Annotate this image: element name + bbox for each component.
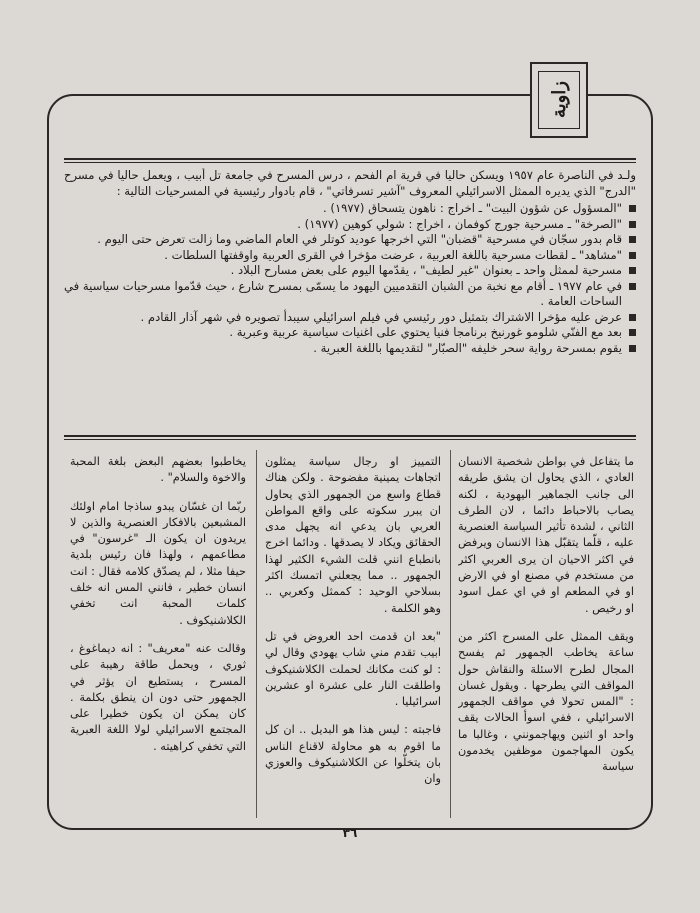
article-paragraph: ربّما ان غسّان يبدو ساذجا امام اولئك المشبعين بالافكار العنصرية والذين لا يريدون ان يكون الـ "غرسون" في مطاعمهم ، ولهذا فان رئيس بلدية حيفا مثلا ، لم يصدّق كلامه فقال : انت انسان خطير ، فانني المس انه خلف كلمات المحبة انت تخفي الكلاشنيكوف . <box>70 499 246 627</box>
article-paragraph: ويقف الممثل على المسرح اكثر من ساعة يخاطب الجمهور ثم يفسح المجال لطرح الاسئلة والنقاش حول المواقف التي يطرحها . ويقول غسان : "المس تحولا في مواقف الجمهور الاسرائيلي ، ففي اسوأ الحالات يقف واحد او اثنين ويهاجمونني ، وغالبا ما يكون المهاجمون موظفين يخدمون سياسة <box>458 629 634 774</box>
intro-bottom-rule-thin <box>64 439 636 440</box>
column-logo-text: زاوية <box>548 81 570 119</box>
bullet-icon <box>629 205 636 212</box>
article-paragraph: ما يتفاعل في بواطن شخصية الانسان العادي ، الذي يحاول ان يشق طريقه الى جانب الجماهير اليهودية ، لكنه يصاب بالاحباط دائما ، لان الطرف الثاني ، لشدة تأثير السياسة العنصرية عليه ، قلّما يتقبّل هذا الانسان ويرفض في اكثر الاحيان ان يرى العربي اكثر من مستخدم في مصنع او في الارض او في المطعم او في اي عمل اسود او رخيص . <box>458 455 634 615</box>
credit-item: قام بدور سجّان في مسرحية "قضبان" التي اخرجها عوديد كوتلر في العام الماضي وما زالت تعرض حتى اليوم . <box>64 232 636 248</box>
column-divider <box>450 450 451 818</box>
bullet-icon <box>629 252 636 259</box>
article-paragraph: التمييز او رجال سياسة يمثلون اتجاهات يمينية مفضوحة . ولكن هناك قطاع واسع من الجمهور الذي يحاول ان يبرر سكوته على واقع المواطن العربي بان يدعي انه يجهل مدى الحقائق ويكاد لا يصدقها . ودائما اخرج بانطباع انني قلت الشيء الكثير لهذا الجمهور .. مما يجعلني اتمسك اكثر بسلاحي الوحيد : كممثل وكعربي .. وهو الكلمة . <box>265 455 441 615</box>
article-paragraph: "بعد ان قدمت احد العروض في تل ابيب تقدم مني شاب يهودي وقال لي : لو كنت مكانك لحملت الكلاشنيكوف واطلقت النار على عشرة او عشرين اسرائيليا . <box>265 629 441 709</box>
intro-top-rule-thin <box>64 162 636 163</box>
article-column-right <box>458 454 634 814</box>
credits-list <box>64 201 636 356</box>
bullet-icon <box>629 236 636 243</box>
credit-item: "المسؤول عن شؤون البيت" ـ اخراج : ناهون يتسحاق (١٩٧٧) . <box>64 201 636 217</box>
column-logo-inner <box>538 71 580 129</box>
credit-item: يقوم بمسرحة رواية سحر خليفه "الصبّار" لتقديمها باللغة العبرية . <box>64 341 636 357</box>
bullet-icon <box>629 267 636 274</box>
column-logo <box>530 62 588 138</box>
intro-bottom-rule <box>64 435 636 437</box>
bullet-icon <box>629 345 636 352</box>
intro-top-rule <box>64 158 636 160</box>
column-divider <box>256 450 257 818</box>
page-number: ٣٦ <box>342 826 358 840</box>
credit-item: مسرحية لممثل واحد ـ بعنوان "غير لطيف" ، يقدّمها اليوم على بعض مسارح البلاد . <box>64 263 636 279</box>
article-paragraph: فاجبته : ليس هذا هو البديل .. ان كل ما اقوم به هو محاولة لاقناع الناس بان يتخلّوا عن الكلاشنيكوف والعوزي وان <box>265 723 441 786</box>
intro-box <box>64 168 636 430</box>
intro-paragraph: ولـد في الناصرة عام ١٩٥٧ ويسكن حاليا في قرية ام الفحم ، درس المسرح في جامعة تل أبيب ، ويعمل حاليا في مسرح "الدرج" الذي يديره الممثل الاسرائيلي المعروف "آشير تسرفاتي" ، قام بادوار رئيسية في المسرحيات التالية : <box>64 168 636 198</box>
article-column-middle <box>265 454 441 814</box>
bullet-icon <box>629 329 636 336</box>
credit-item: "مشاهد" ـ لقطات مسرحية باللغة العربية ، عرضت مؤخرا في القرى العربية واوقفتها السلطات . <box>64 248 636 264</box>
article-paragraph: يخاطبوا بعضهم البعض بلغة المحبة والاخوة والسلام" . <box>70 455 246 485</box>
bullet-icon <box>629 283 636 290</box>
bullet-icon <box>629 221 636 228</box>
credit-item: بعد مع الفنّي شلومو غورنيخ برنامجا فنيا يحتوي على اغنيات سياسية عربية وعبرية . <box>64 325 636 341</box>
credit-item: "الصرخة" ـ مسرحية جورج كوفمان ، اخراج : شولي كوهين (١٩٧٧) . <box>64 217 636 233</box>
credit-item: عرض عليه مؤخرا الاشتراك بتمثيل دور رئيسي في فيلم اسرائيلي سيبدأ تصويره في شهر آذار القادم . <box>64 310 636 326</box>
article-paragraph: وقالت عنه "معريف" : انه ديماغوغ ، ثوري ، ويحمل طاقة رهيبة على المسرح ، يستطيع ان يؤثر في الجمهور حتى دون ان ينطق بكلمة . كان يمكن ان يكون خطيرا على المجتمع الاسرائيلي لولا اللغة العبرية التي تخفي كراهيته . <box>70 641 246 753</box>
bullet-icon <box>629 314 636 321</box>
article-column-left <box>70 454 246 814</box>
credit-item: في عام ١٩٧٧ ـ أقام مع نخبة من الشبان التقدميين اليهود ما يسمّى بمسرح شارع ، حيث قدّموا مسرحيات سياسية في الساحات العامة . <box>64 279 636 310</box>
